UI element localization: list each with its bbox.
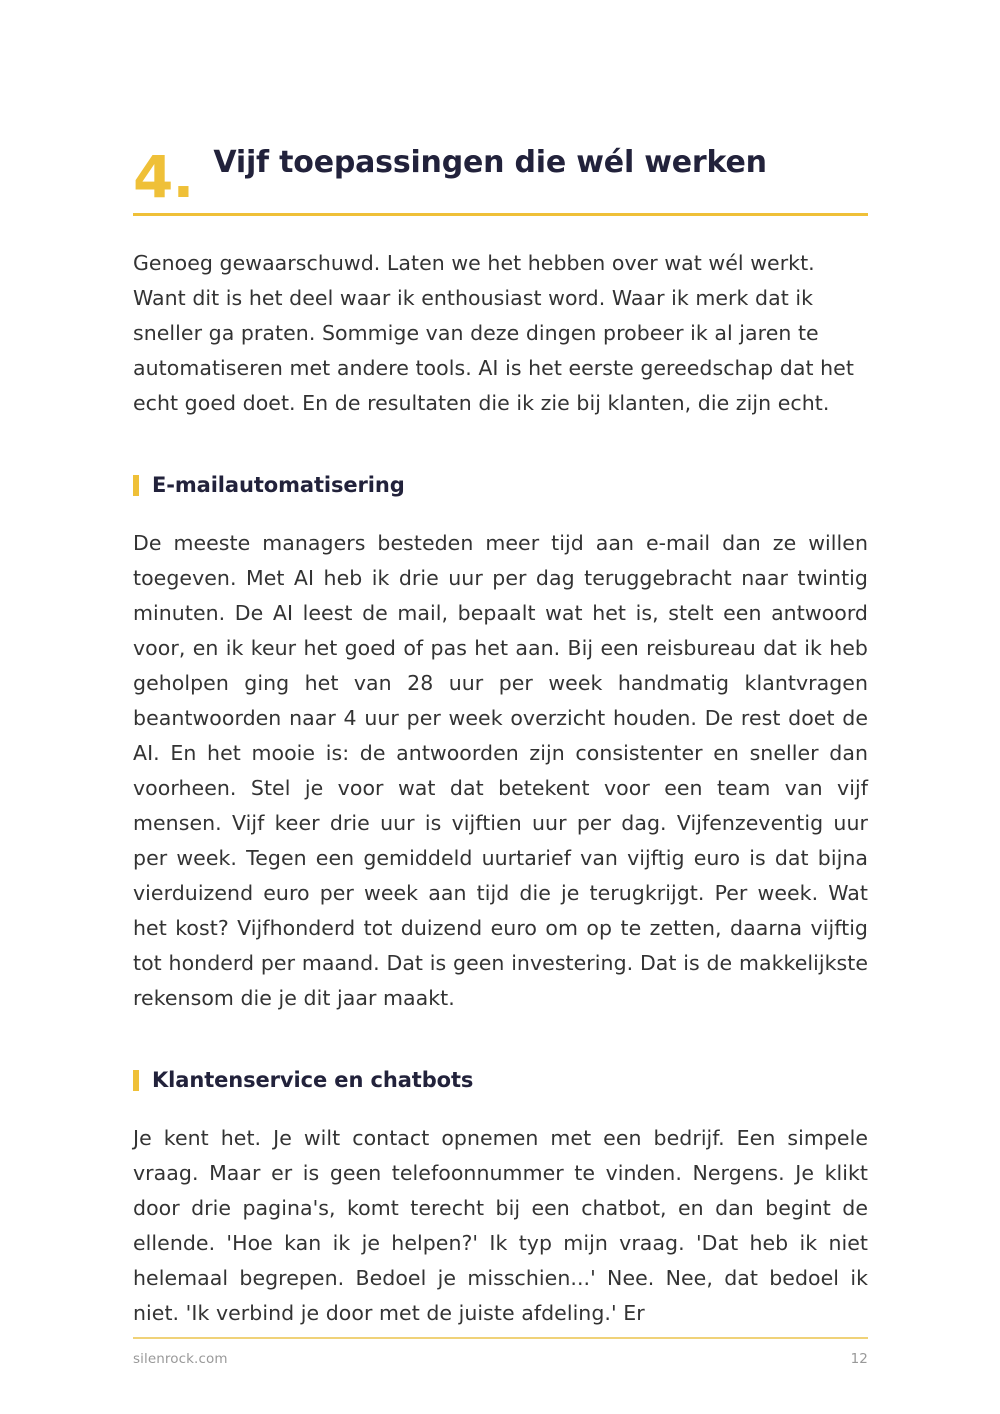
section-paragraph-email: De meeste managers besteden meer tijd aan e-mail dan ze willen toegeven. Met AI heb ik drie uur per dag teruggebracht naar twintig minuten. De AI leest de mail, bepaalt wat het is, stelt een antwoord voor, en ik keur het goed of pas het aan. Bij een reisbureau dat ik heb geholpen ging het van 28 uur per week handmatig klantvragen beantwoorden naar 4 uur per week overzicht houden. De rest doet de AI. En het mooie is: de antwoorden zijn consistenter en sneller dan voorheen. Stel je voor wat dat betekent voor een team van vijf mensen. Vijf keer drie uur is vijftien uur per dag. Vijfenzeventig uur per week. Tegen een gemiddeld uurtarief van vijftig euro is dat bijna vierduizend euro per week aan tijd die je terugkrijgt. Per week. Wat het kost? Vijfhonderd tot duizend euro om op te zetten, daarna vijftig tot honderd per maand. Dat is geen investering. Dat is de makkelijkste rekensom die je dit jaar maakt.	[133, 531, 868, 1011]
chapter-header	[133, 126, 868, 211]
page-content	[133, 0, 868, 1352]
footer-divider	[133, 1337, 868, 1339]
section-paragraph-chatbots: Je kent het. Je wilt contact opnemen met een bedrijf. Een simpele vraag. Maar er is geen telefoonnummer te vinden. Nergens. Je klikt door drie pagina's, komt terecht bij een chatbot, en dan begint de ellende. 'Hoe kan ik je helpen?' Ik typ mijn vraag. 'Dat heb ik niet helemaal begrepen. Bedoel je misschien...' Nee. Nee, dat bedoel ik niet. 'Ik verbind je door met de juiste afdeling.' Er	[133, 1126, 868, 1326]
chapter-divider	[133, 213, 868, 216]
section-heading-label: E-mailautomatisering	[152, 472, 405, 497]
chapter-number: 4.	[133, 142, 194, 211]
section-heading-chatbots	[133, 1050, 868, 1110]
section-heading-label: Klantenservice en chatbots	[152, 1067, 474, 1092]
section-heading-email	[133, 455, 868, 515]
footer-page-number: 12	[850, 1350, 868, 1367]
footer-site-label: silenrock.com	[133, 1350, 228, 1367]
page-footer	[133, 1337, 868, 1367]
footer-row	[133, 1351, 868, 1367]
intro-paragraph: Genoeg gewaarschuwd. Laten we het hebben over wat wél werkt. Want dit is het deel waar ik enthousiast word. Waar ik merk dat ik sneller ga praten. Sommige van deze dingen probeer ik al jaren te automatiseren met andere tools. AI is het eerste gereedschap dat het echt goed doet. En de resultaten die ik zie bij klanten, die zijn echt.	[133, 251, 854, 416]
page-title: Vijf toepassingen die wél werken	[213, 145, 767, 181]
